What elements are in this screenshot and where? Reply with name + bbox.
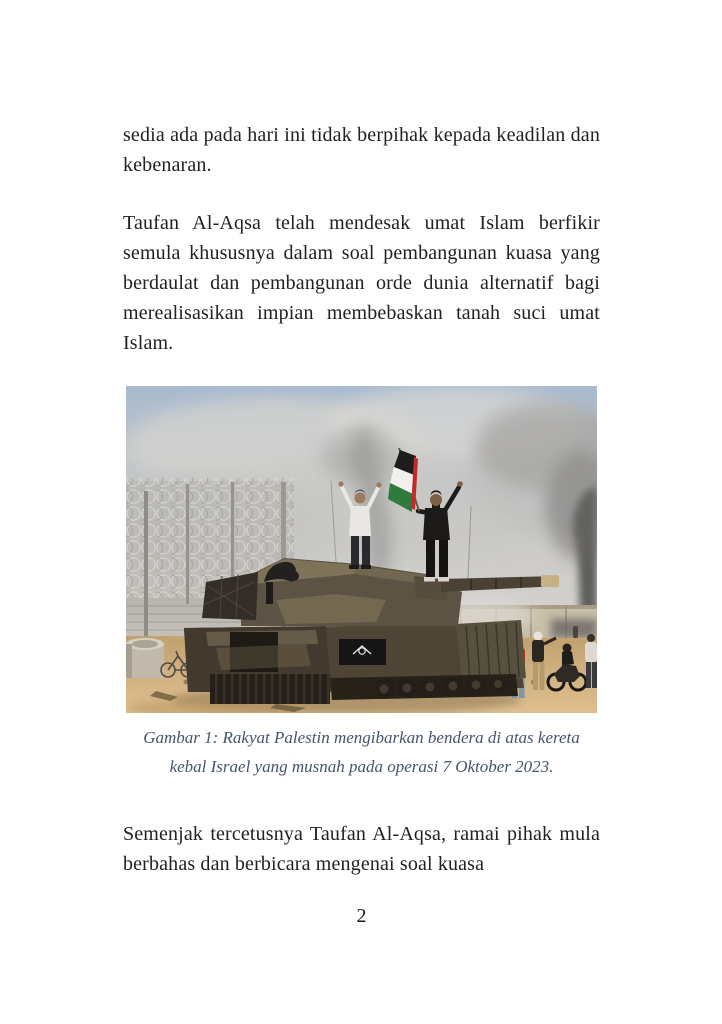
concrete-cylinder xyxy=(126,638,164,678)
tank-emblem-panel xyxy=(339,639,386,665)
photo-tank-flag xyxy=(126,386,597,713)
paragraph-3: Semenjak tercetusnya Taufan Al-Aqsa, ramai pihak mula berbahas dan berbicara mengenai soal kuasa xyxy=(123,823,600,875)
figure-1 xyxy=(126,386,597,781)
figure-caption: Gambar 1: Rakyat Palestin mengibarkan bendera di atas kereta kebal Israel yang musnah pada operasi 7 Oktober 2023. xyxy=(143,728,580,776)
paragraph-2: Taufan Al-Aqsa telah mendesak umat Islam berfikir semula khususnya dalam soal pembangunan kuasa yang berdaulat dan pembangunan orde dunia alternatif bagi merealisasikan impian membebaskan tanah suci umat Islam. xyxy=(123,212,600,354)
page-number: 2 xyxy=(356,905,367,927)
paragraph-1: sedia ada pada hari ini tidak berpihak kepada keadilan dan kebenaran. xyxy=(123,124,600,176)
